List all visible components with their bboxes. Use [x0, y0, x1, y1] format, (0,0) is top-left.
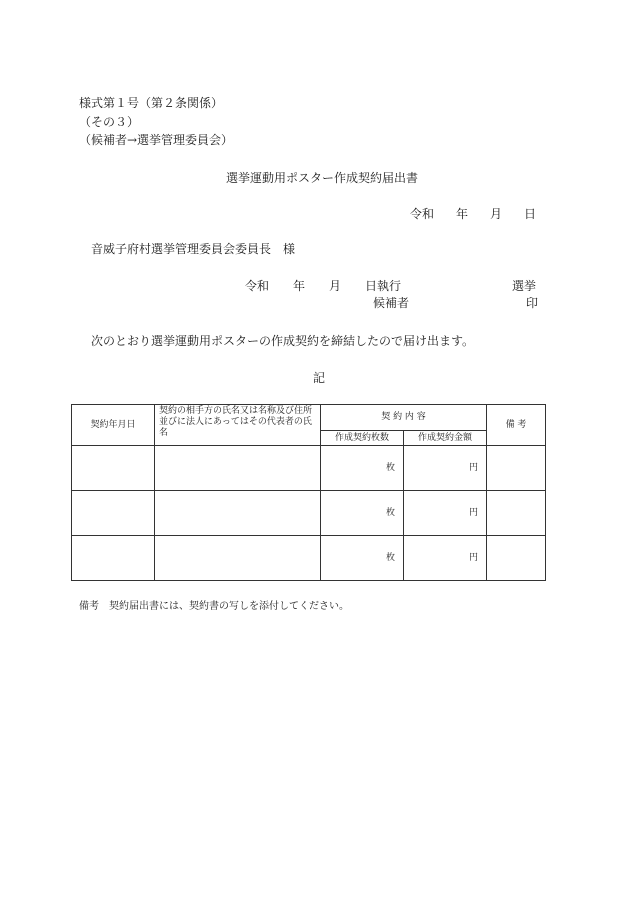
date-year-unit: 年 [456, 207, 469, 221]
date-line [410, 207, 536, 221]
footnote: 備考 契約届出書には、契約書の写しを添付してください。 [79, 601, 349, 612]
election-day-unit: 日執行 [365, 279, 402, 293]
cell-remarks[interactable] [487, 536, 546, 581]
addressee: 音威子府村選挙管理委員会委員長 様 [91, 242, 296, 256]
form-number: 様式第１号（第２条関係） [79, 96, 224, 110]
cell-quantity[interactable] [321, 446, 404, 491]
election-date-line [245, 279, 401, 293]
cell-amount[interactable] [404, 446, 487, 491]
form-sub-number: （その３） [79, 115, 140, 129]
cell-counterparty[interactable] [155, 491, 321, 536]
cell-contract-date[interactable] [72, 491, 155, 536]
election-label: 選挙 [512, 279, 537, 293]
header-contract-content: 契 約 内 容 [321, 405, 487, 431]
header-quantity: 作成契約枚数 [321, 431, 404, 446]
form-direction: （候補者→選挙管理委員会） [79, 133, 234, 147]
election-month-unit: 月 [329, 279, 342, 293]
cell-counterparty[interactable] [155, 446, 321, 491]
table-row [72, 446, 546, 491]
amount-unit: 円 [468, 462, 478, 473]
cell-remarks[interactable] [487, 491, 546, 536]
cell-amount[interactable] [404, 491, 487, 536]
date-era: 令和 [410, 207, 435, 221]
cell-contract-date[interactable] [72, 446, 155, 491]
record-heading: 記 [313, 371, 326, 385]
amount-unit: 円 [468, 552, 478, 563]
cell-quantity[interactable] [321, 491, 404, 536]
table-row [72, 491, 546, 536]
cell-quantity[interactable] [321, 536, 404, 581]
candidate-label: 候補者 [373, 296, 410, 310]
cell-counterparty[interactable] [155, 536, 321, 581]
election-era: 令和 [245, 279, 270, 293]
amount-unit: 円 [468, 507, 478, 518]
quantity-unit: 枚 [385, 462, 395, 473]
date-day-unit: 日 [524, 207, 537, 221]
table-row [72, 536, 546, 581]
statement-text: 次のとおり選挙運動用ポスターの作成契約を締結したので届け出ます。 [91, 334, 475, 348]
cell-amount[interactable] [404, 536, 487, 581]
date-month-unit: 月 [490, 207, 503, 221]
cell-contract-date[interactable] [72, 536, 155, 581]
header-amount: 作成契約金額 [404, 431, 487, 446]
quantity-unit: 枚 [385, 552, 395, 563]
header-remarks: 備 考 [487, 405, 546, 446]
header-contract-date: 契約年月日 [72, 405, 155, 446]
header-counterparty: 契約の相手方の氏名又は名称及び住所並びに法人にあってはその代表者の氏名 [155, 405, 321, 446]
cell-remarks[interactable] [487, 446, 546, 491]
quantity-unit: 枚 [385, 507, 395, 518]
election-year-unit: 年 [293, 279, 306, 293]
contract-table [71, 404, 546, 581]
seal-label: 印 [526, 296, 539, 310]
document-title: 選挙運動用ポスター作成契約届出書 [226, 171, 419, 185]
